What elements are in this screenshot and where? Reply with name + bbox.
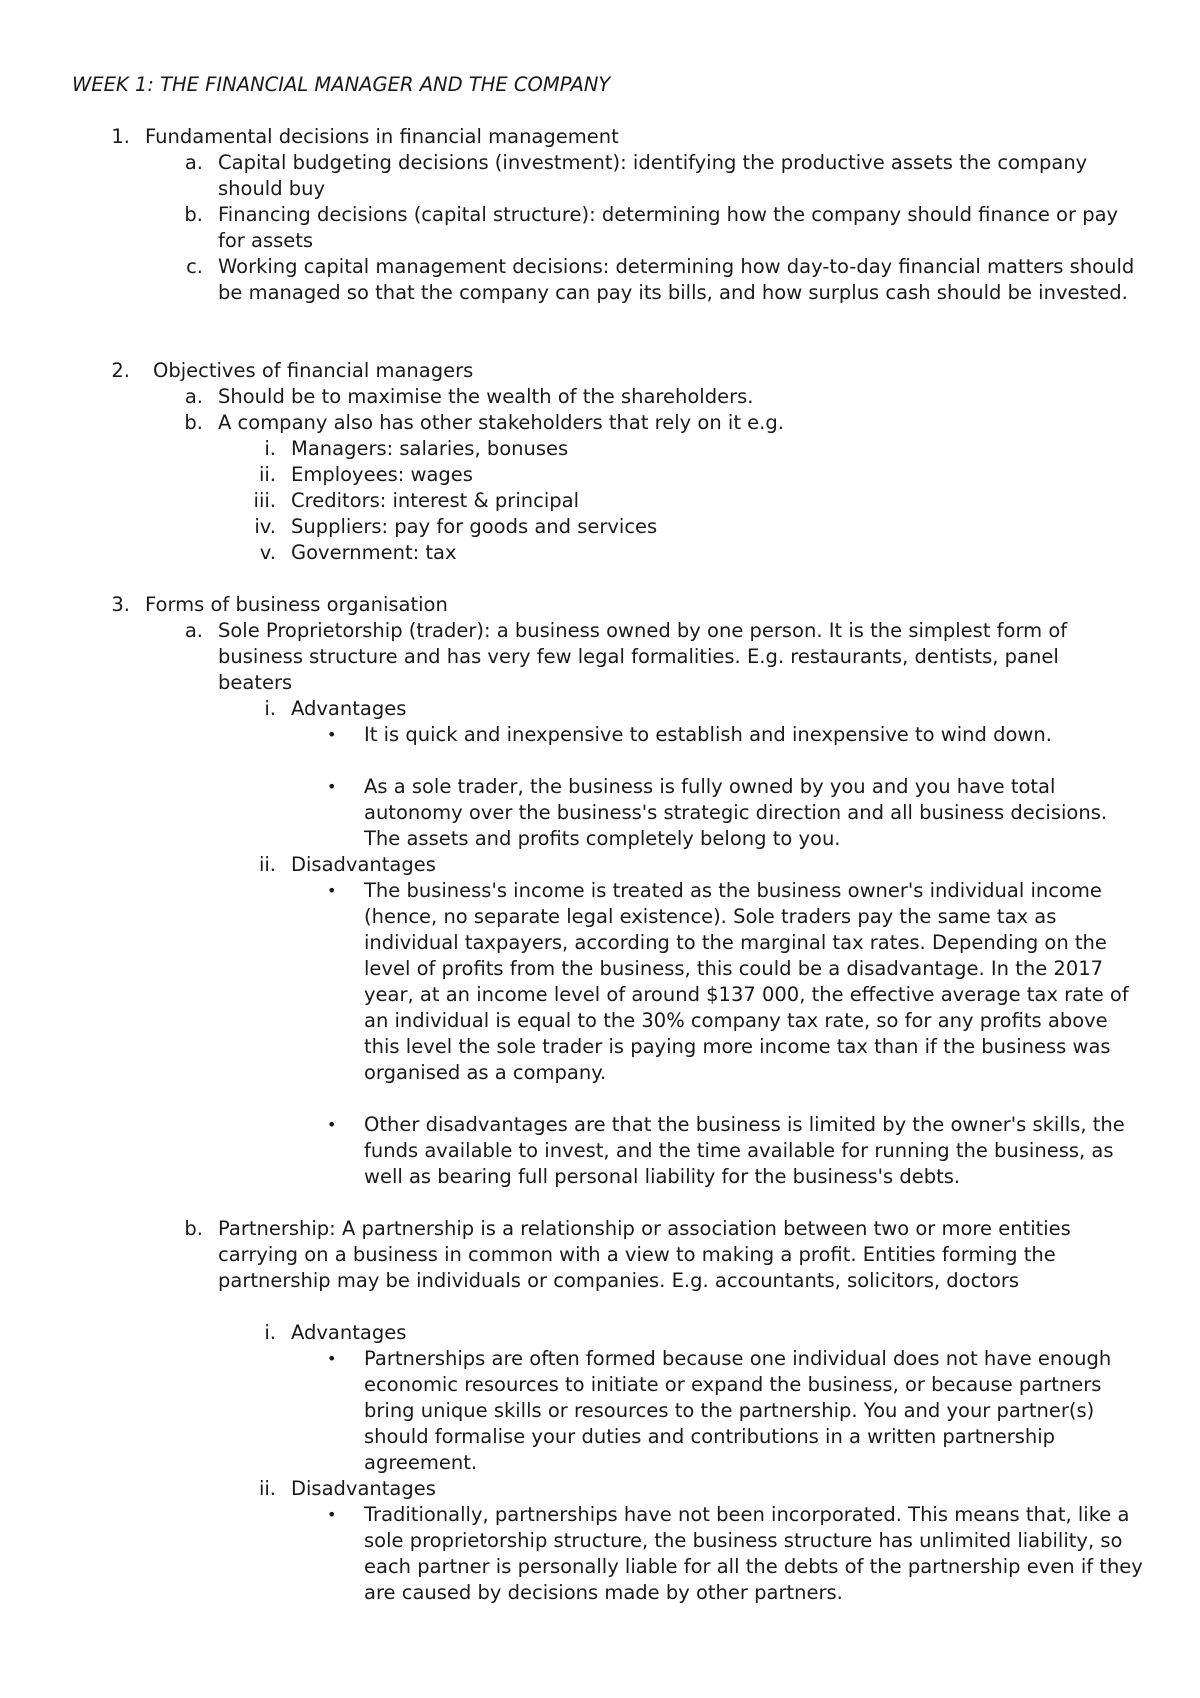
- list-item: Capital budgeting decisions (investment): identifying the productive assets the company should buy: [218, 151, 1088, 200]
- list-item: Sole Proprietorship (trader): a business owned by one person. It is the simplest form of business structure and has very few legal formalities. E.g. restaurants, dentists, panel beaters: [218, 619, 1068, 694]
- bullet-text: Traditionally, partnerships have not been incorporated. This means that, like a sole proprietorship structure, the business structure has unlimited liability, so each partner is personally liable for all the debts of the partnership even if they are caused by decisions made by other partners.: [364, 1503, 1143, 1604]
- list-marker: a.: [184, 151, 203, 174]
- section-number: 3.: [111, 593, 130, 616]
- list-item: Should be to maximise the wealth of the shareholders.: [218, 385, 754, 408]
- list-item: Employees: wages: [291, 463, 473, 486]
- list-item: Financing decisions (capital structure): determining how the company should finance or pay for assets: [218, 203, 1119, 252]
- section-heading: Objectives of financial managers: [153, 359, 474, 382]
- list-marker: iv.: [254, 515, 276, 538]
- list-marker: b.: [184, 1217, 203, 1240]
- bullet-icon: •: [327, 1115, 337, 1134]
- list-marker: i.: [264, 697, 276, 720]
- section-number: 1.: [111, 125, 130, 148]
- bullet-icon: •: [327, 725, 337, 744]
- subheading-advantages: Advantages: [291, 697, 407, 720]
- bullet-text: Other disadvantages are that the business is limited by the owner's skills, the funds available to invest, and the time available for running the business, as well as bearing full personal liability for the business's debts.: [364, 1113, 1125, 1188]
- list-marker: v.: [259, 541, 276, 564]
- subheading-disadvantages: Disadvantages: [291, 853, 436, 876]
- list-item: Working capital management decisions: determining how day-to-day financial matters should be managed so that the company can pay its bills, and how surplus cash should be invested.: [218, 255, 1135, 304]
- list-item: Suppliers: pay for goods and services: [291, 515, 658, 538]
- bullet-icon: •: [327, 1349, 337, 1368]
- list-item: A company also has other stakeholders that rely on it e.g.: [218, 411, 784, 434]
- bullet-text: Partnerships are often formed because one individual does not have enough economic resources to initiate or expand the business, or because partners bring unique skills or resources to the partnership. You and your partner(s) should formalise your duties and contributions in a written partnership agreement.: [364, 1347, 1112, 1474]
- bullet-text: The business's income is treated as the business owner's individual income (hence, no separate legal existence). Sole traders pay the same tax as individual taxpayers, according to the marginal tax rates. Depending on the level of profits from the business, this could be a disadvantage. In the 2017 year, at an income level of around $137 000, the effective average tax rate of an individual is equal to the 30% company tax rate, so for any profits above this level the sole trader is paying more income tax than if the business was organised as a company.: [364, 879, 1129, 1084]
- list-item: Managers: salaries, bonuses: [291, 437, 569, 460]
- list-marker: ii.: [258, 1477, 276, 1500]
- list-marker: a.: [184, 385, 203, 408]
- list-item: Government: tax: [291, 541, 457, 564]
- bullet-icon: •: [327, 1505, 337, 1524]
- list-marker: ii.: [258, 463, 276, 486]
- list-marker: a.: [184, 619, 203, 642]
- list-item: Creditors: interest & principal: [291, 489, 579, 512]
- list-marker: c.: [186, 255, 203, 278]
- list-marker: i.: [264, 437, 276, 460]
- list-marker: ii.: [258, 853, 276, 876]
- page-title: WEEK 1: THE FINANCIAL MANAGER AND THE COMPANY: [72, 73, 611, 96]
- bullet-text: It is quick and inexpensive to establish and inexpensive to wind down.: [364, 723, 1052, 746]
- section-heading: Forms of business organisation: [145, 593, 448, 616]
- bullet-icon: •: [327, 881, 337, 900]
- list-marker: b.: [184, 203, 203, 226]
- list-marker: b.: [184, 411, 203, 434]
- subheading-disadvantages: Disadvantages: [291, 1477, 436, 1500]
- list-marker: iii.: [253, 489, 276, 512]
- bullet-icon: •: [327, 777, 337, 796]
- subheading-advantages: Advantages: [291, 1321, 407, 1344]
- list-marker: i.: [264, 1321, 276, 1344]
- list-item: Partnership: A partnership is a relationship or association between two or more entities carrying on a business in common with a view to making a profit. Entities forming the partnership may be individuals or companies. E.g. accountants, solicitors, doctors: [218, 1217, 1071, 1292]
- section-heading: Fundamental decisions in financial management: [145, 125, 619, 148]
- section-number: 2.: [111, 359, 130, 382]
- bullet-text: As a sole trader, the business is fully owned by you and you have total autonomy over the business's strategic direction and all business decisions. The assets and profits completely belong to you.: [364, 775, 1108, 850]
